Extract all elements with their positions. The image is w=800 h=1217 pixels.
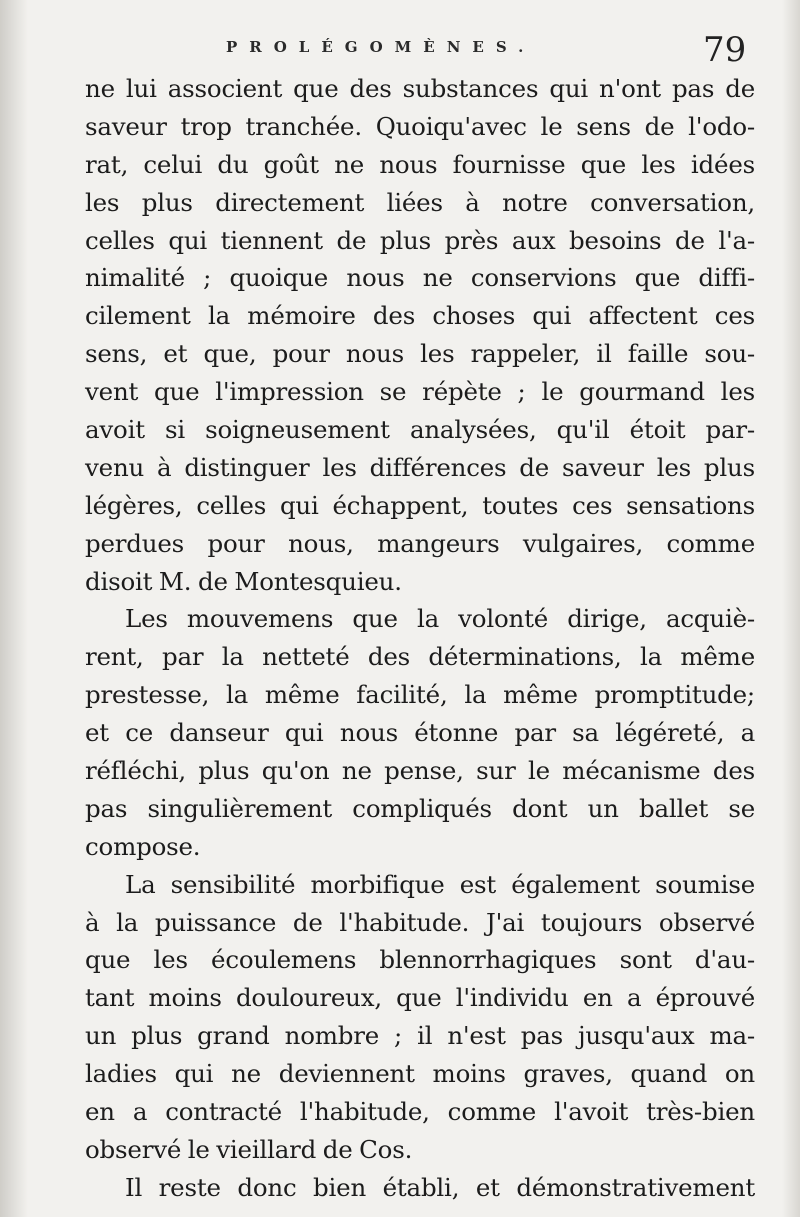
text-line: pas singulièrement compliqués dont un ballet se (85, 793, 755, 823)
text-line: celles qui tiennent de plus près aux besoins de l'a- (85, 225, 755, 255)
text-line: tant moins douloureux, que l'individu en a éprouvé (85, 983, 755, 1013)
text-line: prestesse, la même facilité, la même promptitude; (85, 680, 755, 710)
text-line: légères, celles qui échappent, toutes ces sensations (85, 490, 755, 520)
text-line: sens, et que, pour nous les rappeler, il faille sou- (85, 339, 755, 369)
text-line: cilement la mémoire des choses qui affectent ces (85, 301, 755, 331)
text-line: disoit M. de Montesquieu. (85, 566, 402, 596)
text-line: à la puissance de l'habitude. J'ai toujours observé (85, 907, 755, 937)
paragraph-start-line: Il reste donc bien établi, et démonstrativement (125, 1172, 755, 1202)
text-line: en a contracté l'habitude, comme l'avoit très-bien (85, 1097, 755, 1127)
text-line: rent, par la netteté des déterminations, la même (85, 642, 755, 672)
paragraph-start-line: Les mouvemens que la volonté dirige, acquiè- (125, 604, 755, 634)
page-shadow-right (782, 0, 800, 1217)
text-line: vent que l'impression se répète ; le gourmand les (85, 377, 755, 407)
running-title: PROLÉGOMÈNES. (226, 38, 536, 56)
text-line: saveur trop tranchée. Quoiqu'avec le sens de l'odo- (85, 111, 755, 141)
text-line: observé le vieillard de Cos. (85, 1134, 413, 1164)
text-line: avoit si soigneusement analysées, qu'il étoit par- (85, 415, 755, 445)
text-line: un plus grand nombre ; il n'est pas jusqu'aux ma- (85, 1021, 755, 1051)
text-line: perdues pour nous, mangeurs vulgaires, comme (85, 528, 755, 558)
text-line: les plus directement liées à notre conversation, (85, 187, 755, 217)
text-line: ladies qui ne deviennent moins graves, quand on (85, 1059, 755, 1089)
text-line: et ce danseur qui nous étonne par sa légéreté, a (85, 718, 755, 748)
text-line: nimalité ; quoique nous ne conservions que diffi- (85, 263, 755, 293)
page-shadow-left (0, 0, 28, 1217)
text-line: que les écoulemens blennorrhagiques sont d'au- (85, 945, 755, 975)
text-line: ne lui associent que des substances qui n'ont pas de (85, 74, 755, 103)
text-line: compose. (85, 831, 201, 861)
text-line: venu à distinguer les différences de saveur les plus (85, 452, 755, 482)
text-line: réfléchi, plus qu'on ne pense, sur le mécanisme des (85, 756, 755, 786)
text-line: rat, celui du goût ne nous fournisse que les idées (85, 149, 755, 179)
running-head (0, 30, 800, 70)
page-number: 79 (703, 30, 747, 70)
body-text (85, 70, 755, 1200)
paragraph-start-line: La sensibilité morbifique est également soumise (125, 869, 755, 899)
